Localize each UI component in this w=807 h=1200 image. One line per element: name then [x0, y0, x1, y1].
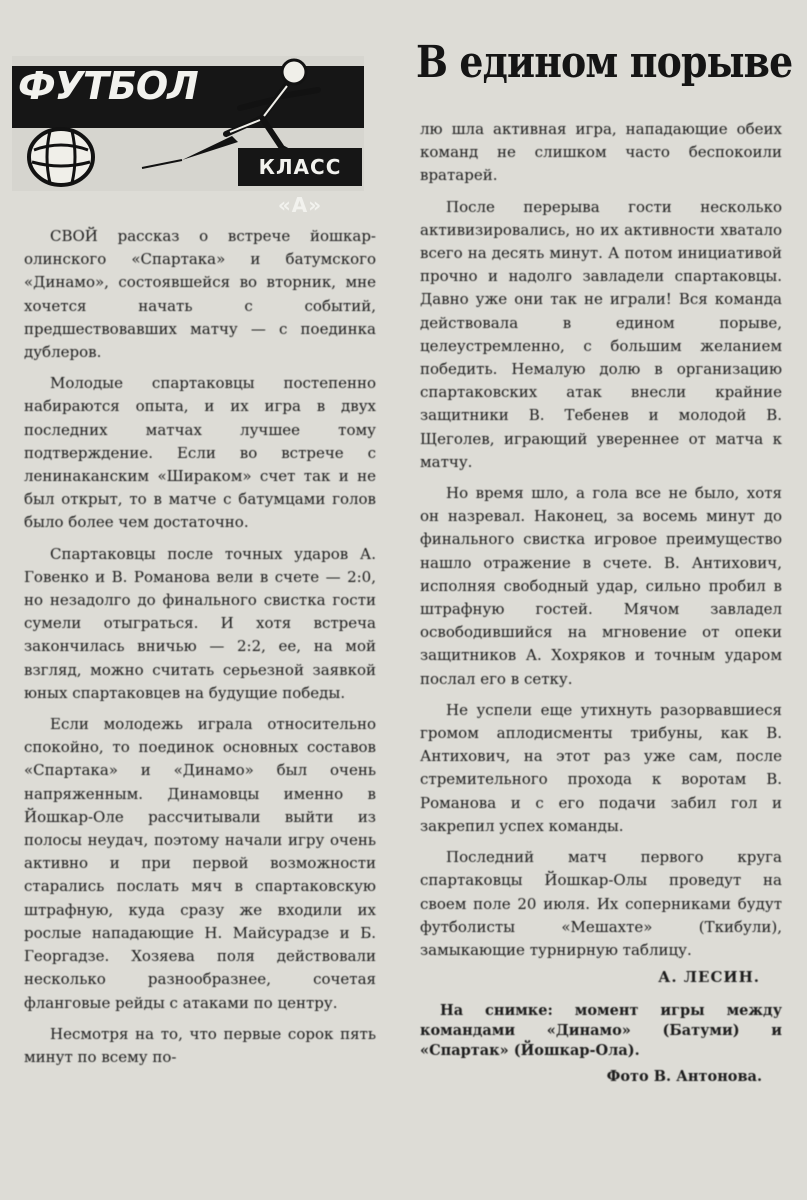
paragraph: лю шла активная игра, нападающие обеих команд не слишком часто беспокоили вратарей.	[420, 120, 782, 185]
article-headline: В едином порыве	[416, 37, 793, 88]
section-title: ФУТБОЛ	[18, 64, 198, 108]
right-column	[420, 118, 782, 1089]
paragraph: Но время шло, а гола все не было, хотя он назревал. Наконец, за восемь минут до финального свистка игровое преимущество нашло отражение в счете. В. Антихович, исполняя свободный удар, сильно пробил в штрафную гостей. Мячом завладел освободившийся на мгновение от опеки защитников А. Хохряков и точным ударом послал его в сетку.	[420, 484, 782, 688]
section-subtitle: КЛАСС «А»	[238, 148, 362, 186]
paragraph: Молодые спартаковцы постепенно набираются опыта, и их игра в двух последних матчах лучшее тому подтверждение. Если во встрече с ленинаканским «Шираком» счет так и не был открыт, то в матче с батумцами голов было более чем достаточно.	[24, 374, 376, 532]
paragraph: СВОЙ рассказ о встрече йошкар-олинского «Спартака» и батумского «Динамо», состоявшейся во вторник, мне хочется начать с событий, предшествовавших матчу — с поединка дублеров.	[24, 227, 376, 362]
section-masthead	[12, 56, 364, 217]
paragraph: Не успели еще утихнуть разорвавшиеся громом аплодисменты трибуны, как В. Антихович, на этот раз уже сам, после стремительного прохода к воротам В. Романова и с его подачи забил гол и закрепил успех команды.	[420, 700, 782, 835]
photo-credit: Фото В. Антонова.	[606, 1068, 762, 1086]
caption-text: момент игры между командами «Динамо» (Батуми) и «Спартак» (Йошкар-Ола).	[420, 1002, 782, 1060]
paragraph: После перерыва гости несколько активизировались, но их активности хватало всего на десять минут. А потом инициативой прочно и надолго завладели спартаковцы. Давно уже они так не играли! Вся команда действовала в едином порыве, целеустремленно, с большим желанием победить. Немалую долю в организацию спартаковских атак внесли крайние защитники В. Тебенев и молодой В. Щеголев, играющий увереннее от матча к матчу.	[420, 197, 782, 471]
author-signature: А. ЛЕСИН.	[658, 968, 760, 987]
paragraph: Несмотря на то, что первые сорок пять минут по всему по-	[24, 1024, 376, 1066]
left-column	[24, 225, 376, 1069]
paragraph: Спартаковцы после точных ударов А. Говенко и В. Романова вели в счете — 2:0, но незадолго до финального свистка гости сумели отыграться. И хотя встреча закончилась вничью — 2:2, ее, на мой взгляд, можно считать серьезной заявкой юных спартаковцев на будущие победы.	[24, 544, 376, 702]
paragraph: Последний матч первого круга спартаковцы Йошкар-Олы проведут на своем поле 20 июля. Их соперниками будут футболисты «Мешахте» (Ткибули), замыкающие турнирную таблицу.	[420, 848, 782, 959]
photo-caption	[420, 1001, 782, 1061]
paragraph: Если молодежь играла относительно спокойно, то поединок основных составов «Спартака» и «Динамо» был очень напряженным. Динамовцы именно в Йошкар-Оле рассчитывали выйти из полосы неудач, поэтому начали игру очень активно и при первой возможности старались послать мяч в спартаковскую штрафную, куда сразу же входили их рослые нападающие Н. Майсурадзе и Б. Георгадзе. Хозяева поля действовали несколько разнообразнее, сочетая фланговые рейды с атаками по центру.	[24, 715, 376, 1012]
caption-lead: На снимке:	[440, 1002, 553, 1020]
football-ball-icon	[26, 126, 96, 188]
